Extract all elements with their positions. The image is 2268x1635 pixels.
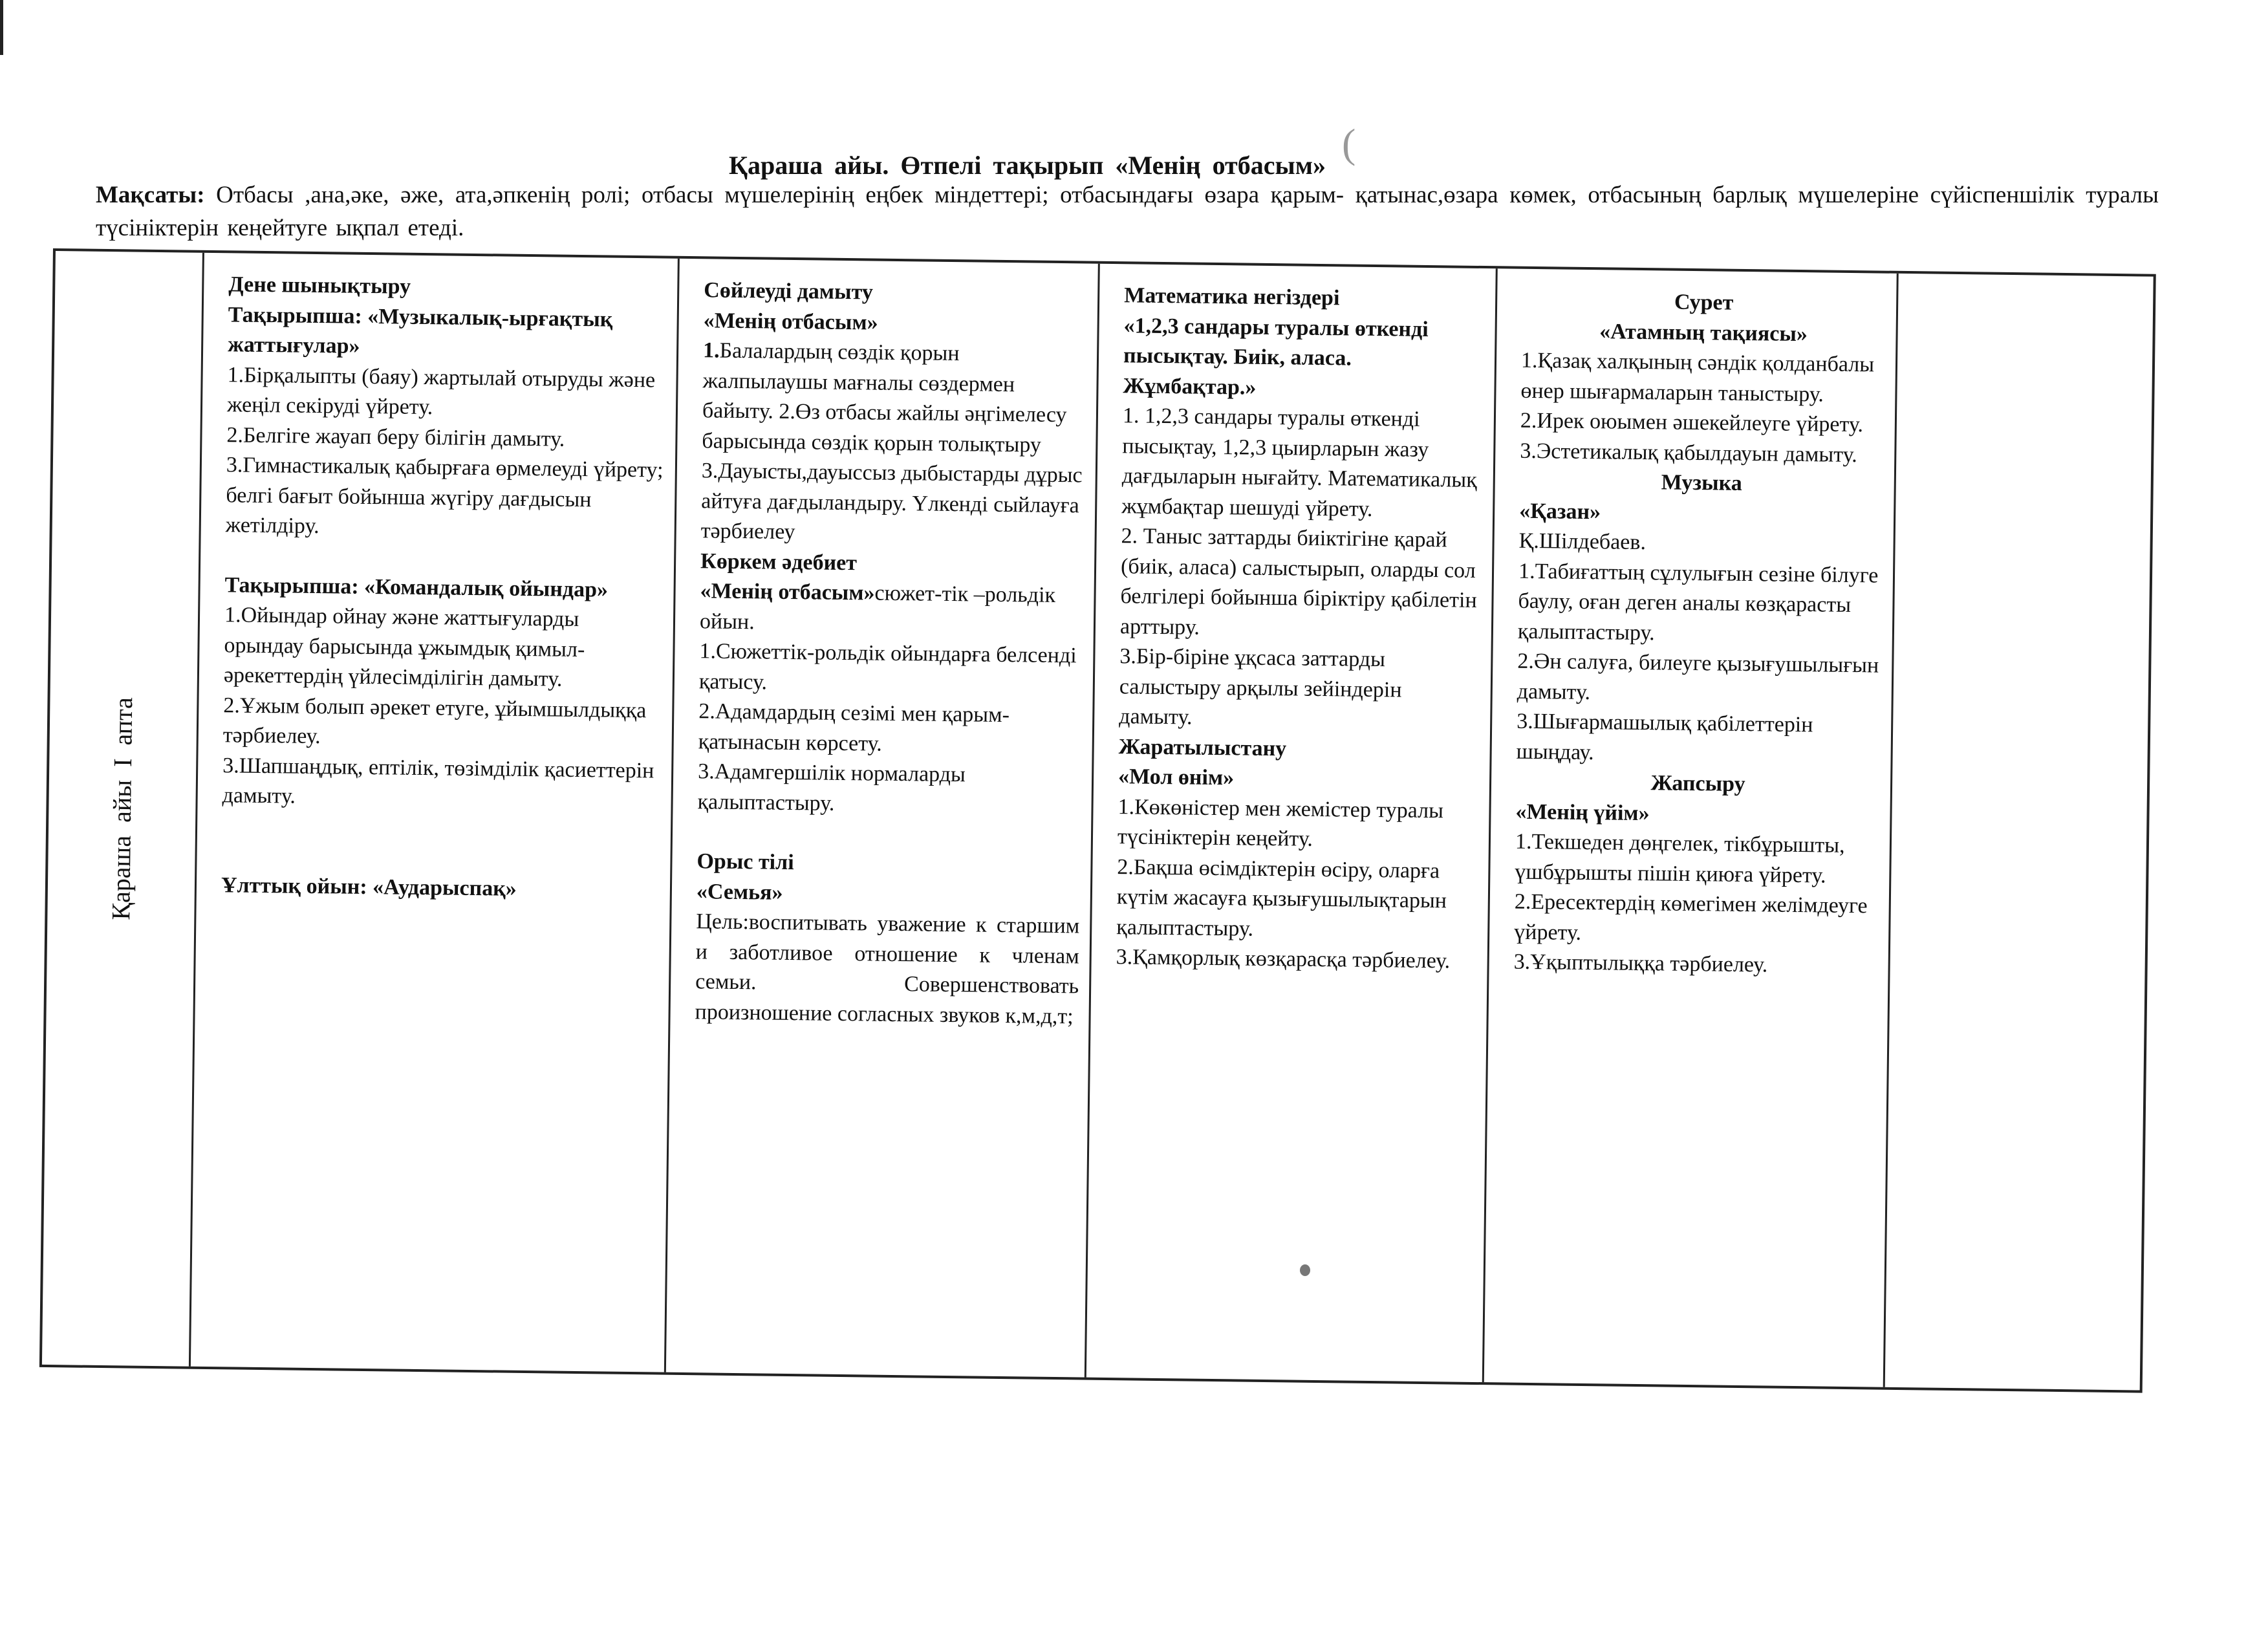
page-title: Қараша айы. Өтпелі тақырып «Менің отбасым» [729, 151, 1326, 180]
pe-item: 2.Белгіге жауап беру білігін дамыту. [226, 422, 565, 451]
pe-national-game: Ұлттық ойын: «Аударыспақ» [221, 872, 517, 901]
speech-item: 1.Балалардың сөздік қорын жалпылаушы мағналы сөздермен байыту. 2.Өз отбасы жайлы әңгімелесу барысында сөздік қорын толықтыру [702, 338, 1067, 457]
applique-topic: «Менің үйім» [1515, 799, 1650, 825]
math-topic: «1,2,3 сандары туралы өткенді пысықтау. Биік, аласа. Жұмбақтар.» [1123, 313, 1429, 400]
music-item: 3.Шығармашылық қабілеттерін шыңдау. [1516, 709, 1813, 764]
music-author: Қ.Шілдебаев. [1518, 528, 1647, 555]
week-label: Қараша айы І апта [105, 697, 138, 920]
applique-subject: Жапсыру [1650, 771, 1745, 797]
literature-item: 3.Адамгершілік нормаларды қалыптастыру. [697, 759, 966, 816]
math-column [1086, 264, 1498, 1382]
pe-topic-2: Тақырыпша: «Командалық ойындар» [224, 572, 609, 602]
math-item: 2. Таныс заттарды биіктігіне қарай (биік, аласа) салыстырып, оларды сол белгілері бойынша біріктіру қабілетін арттыру. [1119, 524, 1477, 640]
literature-item: 1.Сюжеттік-рольдік ойындарға белсенді қатысу. [698, 639, 1077, 695]
art-topic: «Атамның тақиясы» [1599, 319, 1808, 346]
art-item: 2.Ирек оюымен әшекейлеуге үйрету. [1520, 408, 1864, 437]
nature-subject: Жаратылыстану [1118, 734, 1287, 761]
math-item: 1. 1,2,3 сандары туралы өткенді пысықтау, 1,2,3 цыирларын жазу дағдыларын нығайту. Математикалық жұмбақтар шешуді үйрету. [1121, 404, 1478, 521]
pe-topic-1: Тақырыпша: «Музыкалық-ырғақтық жаттығулар» [227, 302, 613, 358]
music-item: 2.Ән салуға, билеуге қызығушылығын дамыту. [1517, 649, 1879, 704]
art-subject: Сурет [1674, 290, 1734, 315]
nature-item: 2.Бақша өсімдіктерін өсіру, оларға күтім жасауға қызығушылықтарын қалыптастыру. [1116, 854, 1447, 941]
speech-column [666, 259, 1100, 1378]
nature-item: 3.Қамқорлық көзқарасқа тәрбиелеу. [1116, 945, 1451, 973]
scan-spot [1300, 1264, 1310, 1276]
week-cell [42, 251, 204, 1367]
applique-item: 1.Текшеден дөңгелек, тікбұрышты, үшбұрышты пішін қиюға үйрету. [1515, 829, 1845, 888]
math-item: 3.Бір-біріне ұқсаса заттарды салыстыру арқылы зейіндерін дамыту. [1119, 644, 1402, 730]
art-column [1484, 268, 1899, 1387]
speech-subject: Сөйлеуді дамыту [704, 278, 874, 305]
literature-subject: Көркем әдебиет [700, 548, 858, 575]
scan-edge [0, 0, 3, 55]
art-item: 1.Қазақ халқының сәндік қолданбалы өнер шығармаларын таныстыру. [1520, 348, 1875, 406]
pe-item: 2.Ұжым болып әрекет етуге, ұйымшылдыққа тәрбиелеу. [222, 693, 647, 749]
plan-table [39, 248, 2156, 1393]
music-subject: Музыка [1661, 470, 1742, 495]
nature-topic: «Мол өнім» [1118, 764, 1235, 790]
pe-item: 1.Бірқалыпты (баяу) жартылай отыруды және жеңіл секіруді үйрету. [226, 362, 656, 420]
stray-mark: ( [1342, 120, 1356, 166]
applique-item: 3.Ұқыптылыққа тәрбиелеу. [1513, 949, 1768, 977]
art-item: 3.Эстетикалық қабылдауын дамыту. [1520, 439, 1857, 467]
pe-subject: Дене шынықтыру [228, 272, 411, 299]
applique-item: 2.Ересектердің көмегімен желімдеуге үйрету. [1514, 889, 1868, 945]
russian-subject: Орыс тілі [697, 849, 794, 875]
pe-column [191, 253, 680, 1372]
pe-item: 3.Гимнастикалық қабырғаға өрмелеуді үйрету; белгі бағыт бойынша жүгіру дағдысын жетілдіру. [225, 453, 664, 539]
music-topic: «Қазан» [1518, 499, 1601, 524]
russian-topic: «Семья» [696, 879, 783, 905]
math-subject: Математика негіздері [1124, 283, 1340, 310]
pe-item: 1.Ойындар ойнау және жаттығуларды орындау барысында ұжымдық қимыл-әрекеттердің үйлесімділігін дамыту. [223, 603, 585, 691]
literature-topic: «Менің отбасым»сюжет-тік –рольдік ойын. [699, 579, 1056, 634]
empty-column [1885, 274, 2268, 1398]
speech-item: 3.Дауысты,дауыссыз дыбыстарды дұрыс айтуға дағдыландыру. Үлкенді сыйлауға тәрбиелеу [700, 459, 1083, 545]
music-item: 1.Табиғаттың сұлулығын сезіне білуге баулу, оған деген аналы көзқарасты қалыптастыру. [1517, 559, 1879, 645]
pe-item: 3.Шапшаңдық, ептілік, төзімділік қасиеттерін дамыту. [222, 753, 654, 808]
speech-topic: «Менің отбасым» [703, 308, 878, 335]
russian-text: Цель:воспитывать уважение к старшим и заботливое отношение к членам семьи. Совершенствовать произношение согласных звуков к,м,д,т; [695, 909, 1080, 1028]
literature-item: 2.Адамдардың сезімі мен қарым-қатынасын көрсету. [698, 699, 1010, 756]
goal-text: Отбасы ,ана,әке, әже, ата,әпкенің ролі; отбасы мүшелерінің еңбек міндеттері; отбасындағы өзара қарым- қатынас,өзара көмек, отбасының барлық мүшелеріне сүйіспеншілік туралы түсініктерін кеңейтуге ықпал етеді. [96, 182, 2159, 241]
goal-paragraph [96, 179, 2159, 244]
goal-label: Мақсаты: [96, 182, 205, 208]
nature-item: 1.Көкөністер мен жемістер туралы түсініктерін кеңейту. [1117, 794, 1444, 851]
